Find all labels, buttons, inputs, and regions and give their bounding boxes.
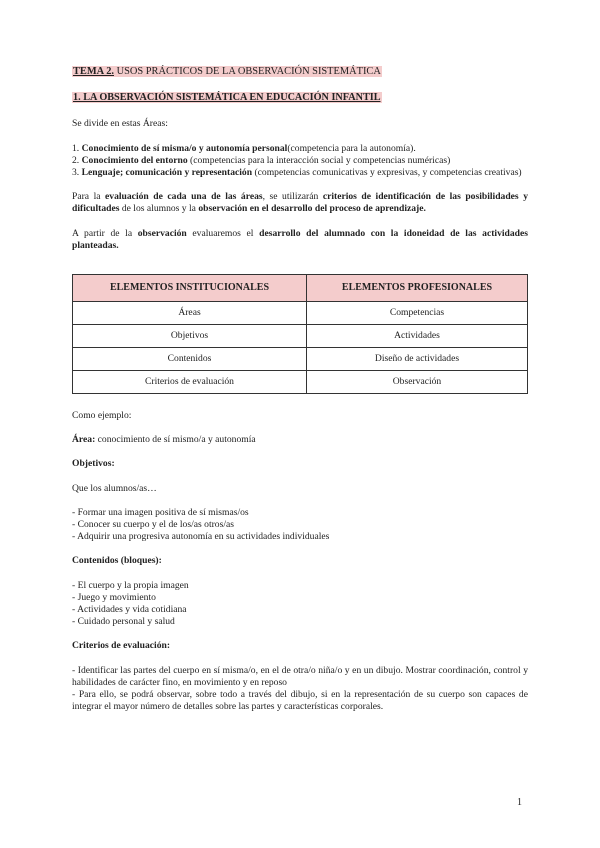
table-row — [73, 325, 528, 348]
list-item: - Para ello, se podrá observar, sobre todo a través del dibujo, si en la representación de su cuerpo son capaces de integrar el mayor número de detalles sobre las partes y características corporales. — [72, 689, 528, 713]
table-cell: Competencias — [307, 302, 528, 325]
table-header-row — [73, 275, 528, 302]
table-row — [73, 371, 528, 394]
areas-list — [72, 143, 528, 180]
list-item: - Cuidado personal y salud — [72, 616, 175, 628]
objetivos-heading: Objetivos: — [72, 458, 115, 470]
list-item: - Conocer su cuerpo y el de los/as otros/as — [72, 519, 234, 531]
list-item: - Actividades y vida cotidiana — [72, 604, 187, 616]
page-number: 1 — [517, 797, 522, 808]
list-item: - Adquirir una progresiva autonomía en su actividades individuales — [72, 531, 330, 543]
area-item-3: 3. Lenguaje; comunicación y representación (competencias comunicativas y expresivas, y competencias creativas) — [72, 167, 522, 179]
example-area: Área: conocimiento de sí mismo/a y autonomía — [72, 434, 256, 446]
table-cell: Diseño de actividades — [307, 348, 528, 371]
table-cell: Contenidos — [73, 348, 307, 371]
list-item: - El cuerpo y la propia imagen — [72, 579, 189, 591]
table-cell: Observación — [307, 371, 528, 394]
elements-table — [72, 274, 528, 394]
tema-label: TEMA 2. — [73, 66, 114, 77]
document-page — [72, 66, 528, 713]
table-row — [73, 302, 528, 325]
list-item: - Formar una imagen positiva de sí mismas/os — [72, 506, 249, 518]
contenidos-heading: Contenidos (bloques): — [72, 555, 162, 567]
tema-heading — [72, 66, 528, 78]
table-cell: Áreas — [73, 302, 307, 325]
table-cell: Objetivos — [73, 325, 307, 348]
list-item: - Identificar las partes del cuerpo en sí misma/o, en el de otra/o niña/o y en un dibujo. Mostrar coordinación, control y habilidades de carácter fino, en movimiento y en reposo — [72, 664, 528, 688]
example-intro: Como ejemplo: — [72, 410, 132, 422]
table-row — [73, 348, 528, 371]
evaluation-paragraph: Para la evaluación de cada una de las áreas, se utilizarán criterios de identificación de las posibilidades y dificultades de los alumnos y la observación en el desarrollo del proceso de aprendizaje. — [72, 191, 528, 215]
area-item-2: 2. Conocimiento del entorno (competencias para la interacción social y competencias numéricas) — [72, 154, 451, 166]
objetivos-intro: Que los alumnos/as… — [72, 482, 157, 494]
table-header: ELEMENTOS INSTITUCIONALES — [73, 275, 307, 302]
table-cell: Criterios de evaluación — [73, 371, 307, 394]
observation-paragraph: A partir de la observación evaluaremos el desarrollo del alumnado con la idoneidad de las actividades planteadas. — [72, 227, 528, 251]
tema-title: USOS PRÁCTICOS DE LA OBSERVACIÓN SISTEMÁTICA — [114, 66, 381, 77]
list-item: - Juego y movimiento — [72, 591, 156, 603]
criterios-heading: Criterios de evaluación: — [72, 640, 171, 652]
areas-intro: Se divide en estas Áreas: — [72, 118, 168, 130]
table-header: ELEMENTOS PROFESIONALES — [307, 275, 528, 302]
area-item-1: 1. Conocimiento de sí misma/o y autonomía personal(competencia para la autonomía). — [72, 142, 416, 154]
table-cell: Actividades — [307, 325, 528, 348]
section-title: 1. LA OBSERVACIÓN SISTEMÁTICA EN EDUCACIÓN INFANTIL — [73, 92, 381, 104]
